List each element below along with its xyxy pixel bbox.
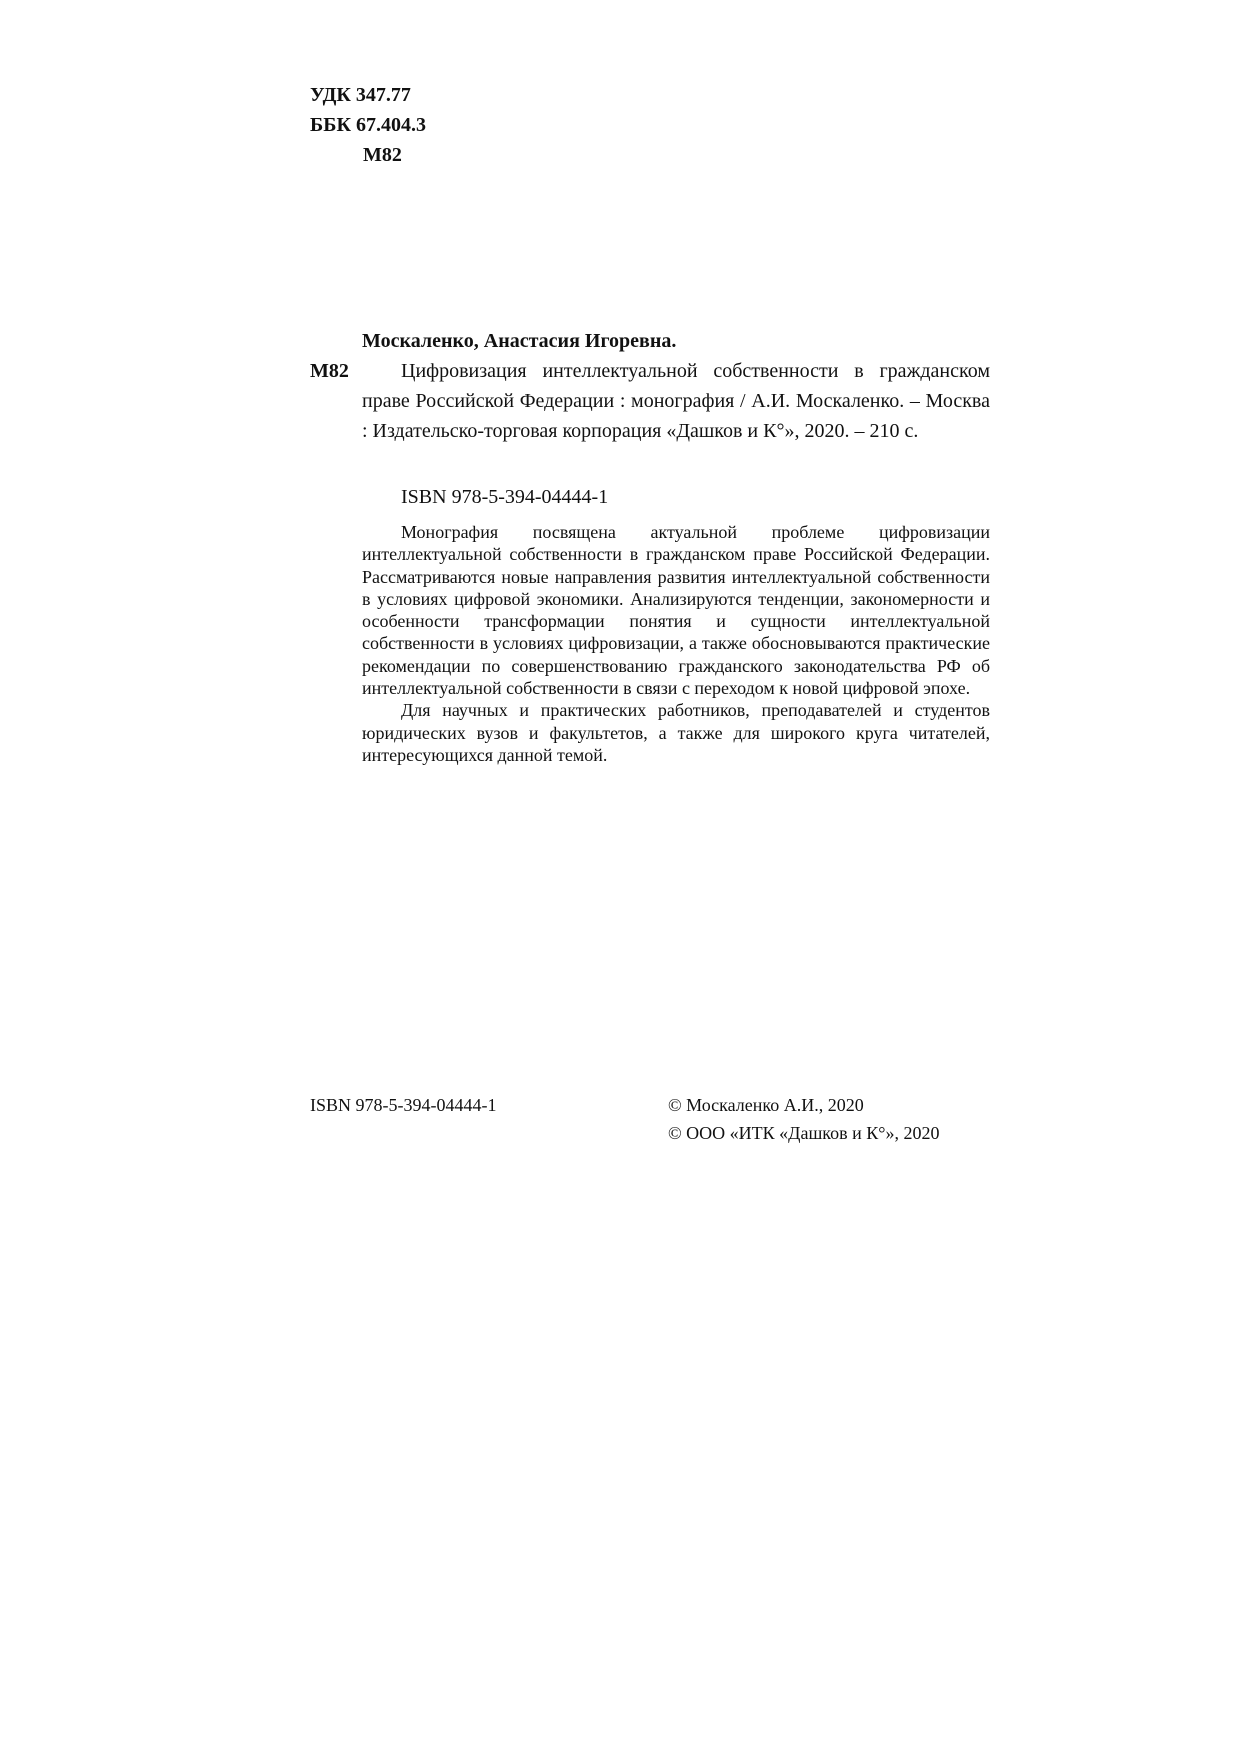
footer-isbn: ISBN 978-5-394-04444-1: [310, 1095, 497, 1115]
isbn-line: ISBN 978-5-394-04444-1: [401, 486, 609, 508]
author-mark-margin: М82: [310, 360, 349, 382]
annotation-block: [362, 521, 990, 766]
author-heading: Москаленко, Анастасия Игоревна.: [362, 330, 677, 352]
copyright-author: © Москаленко А.И., 2020: [668, 1095, 864, 1115]
audience-paragraph: Для научных и практических работников, преподавателей и студентов юридических вузов и факультетов, а также для широкого круга читателей, интересующихся данной темой.: [362, 700, 990, 765]
copyright-block: [668, 1091, 939, 1147]
classification-block: [310, 80, 426, 170]
bbk-code: ББК 67.404.3: [310, 114, 426, 136]
copyright-publisher: © ООО «ИТК «Дашков и К°», 2020: [668, 1123, 940, 1143]
udk-code: УДК 347.77: [310, 84, 411, 106]
bibliographic-citation: Цифровизация интеллектуальной собственности в гражданском праве Российской Федерации : монография / А.И. Москаленко. – Москва : Издательско-торговая корпорация «Дашков и К°», 2020. – 210 с.: [362, 360, 990, 442]
author-mark: М82: [363, 144, 402, 166]
annotation-paragraph: Монография посвящена актуальной проблеме цифровизации интеллектуальной собственности в гражданском праве Российской Федерации. Рассматриваются новые направления развития интеллектуальной собственности в условиях цифровой экономики. Анализируются тенденции, закономерности и особенности трансформации понятия и сущности интеллектуальной собственности в условиях цифровизации, а также обосновываются практические рекомендации по совершенствованию гражданского законодательства РФ об интеллектуальной собственности в связи с переходом к новой цифровой эпохе.: [362, 522, 990, 699]
